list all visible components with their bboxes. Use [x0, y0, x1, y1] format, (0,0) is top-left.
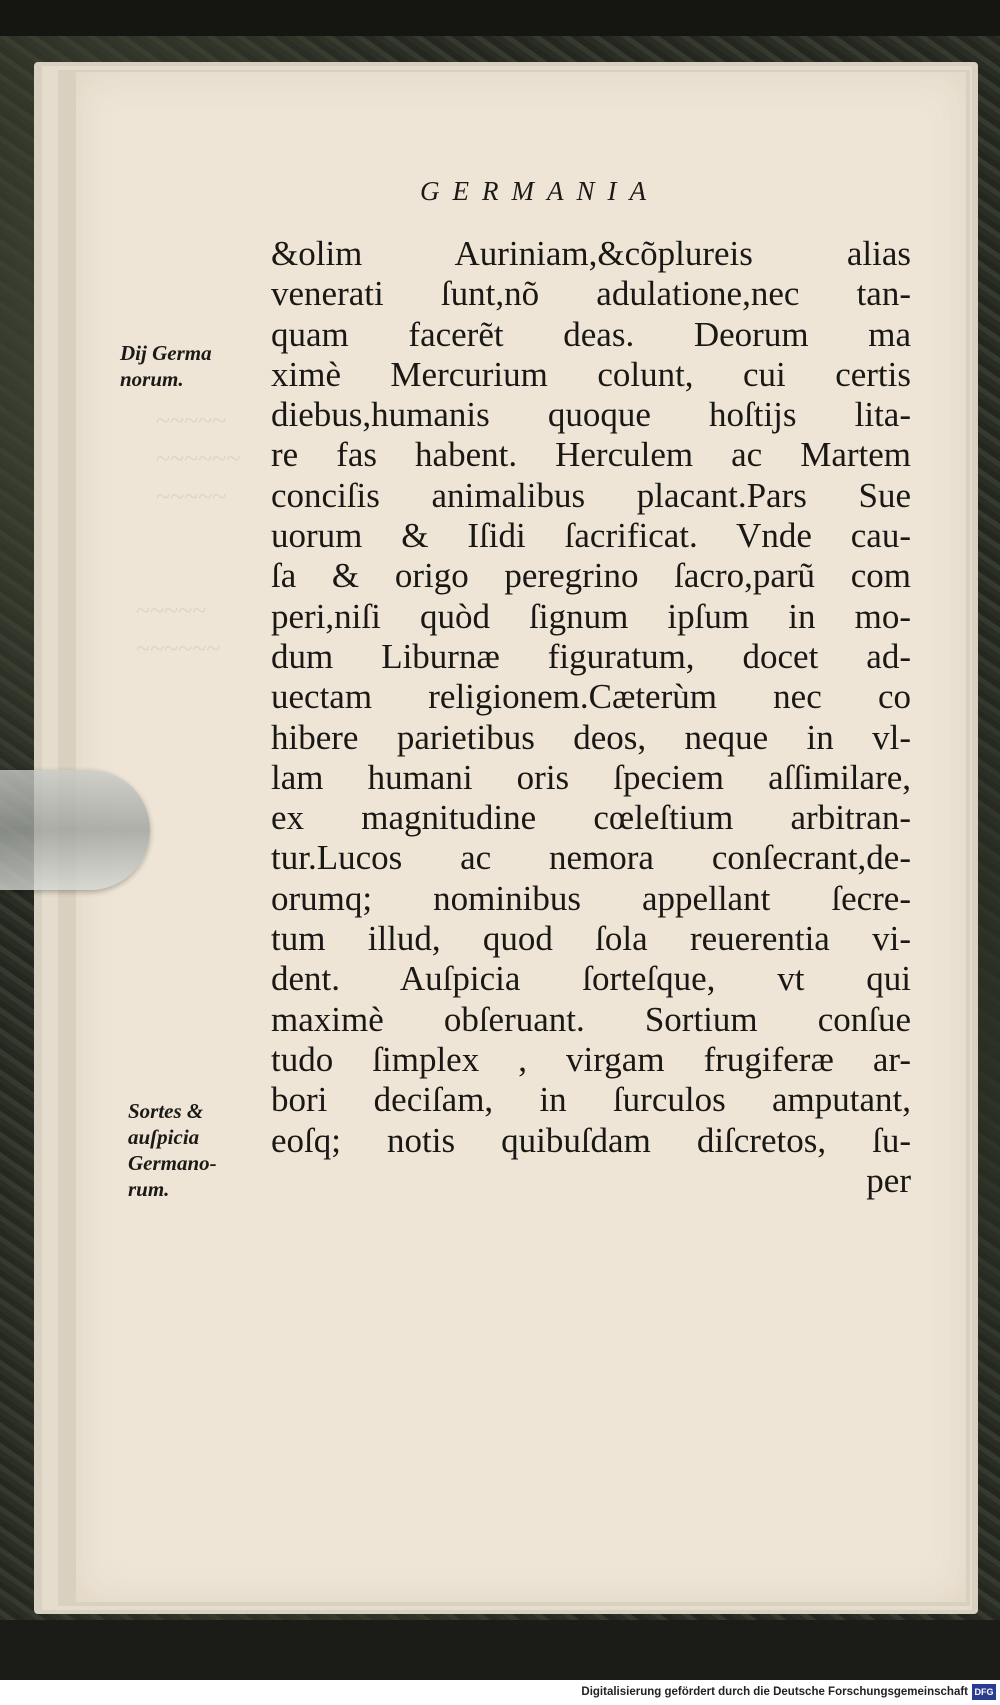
- text-line: orumq; nominibus appellant ſecre-: [271, 878, 911, 918]
- text-line: re fas habent. Herculem ac Martem: [271, 435, 911, 475]
- margin-note-line: auſpicia: [128, 1125, 200, 1149]
- catchword: per: [866, 1160, 911, 1200]
- margin-note-line: norum.: [120, 367, 184, 391]
- text-line: ſa & origo peregrino ſacro,parũ com: [271, 556, 911, 596]
- body-text: [271, 234, 911, 1201]
- margin-note-line: Dij Germa: [120, 341, 212, 365]
- margin-note-line: rum.: [128, 1177, 170, 1201]
- show-through-text: ~~~~~ ~~~~~~ ~~~~~: [156, 406, 241, 511]
- text-line: conciſis animalibus placant.Pars Sue: [271, 475, 911, 515]
- text-line: uectam religionem.Cæterùm nec co: [271, 677, 911, 717]
- page-clip: [0, 770, 150, 890]
- text-line: uorum & Iſidi ſacrificat. Vnde cau-: [271, 516, 911, 556]
- margin-note-line: Germano-: [128, 1151, 217, 1175]
- text-line: tudo ſimplex , virgam frugiferæ ar-: [271, 1039, 911, 1079]
- bottom-bar: [0, 1620, 1000, 1680]
- text-line: &olim Auriniam,&cõplureis alias: [271, 234, 911, 273]
- text-line: bori deciſam, in ſurculos amputant,: [271, 1080, 911, 1120]
- dfg-logo: DFG: [972, 1684, 996, 1700]
- text-line: peri,niſi quòd ſignum ipſum in mo-: [271, 596, 911, 636]
- text-line: diebus,humanis quoque hoſtijs lita-: [271, 395, 911, 435]
- text-line: lam humani oris ſpeciem aſſimilare,: [271, 757, 911, 797]
- margin-note-line: Sortes &: [128, 1099, 204, 1123]
- text-line: tur.Lucos ac nemora conſecrant,de-: [271, 838, 911, 878]
- margin-note-gods: [120, 340, 212, 392]
- text-line: dent. Auſpicia ſorteſque, vt qui: [271, 959, 911, 999]
- running-head: GERMANIA: [420, 176, 659, 206]
- show-through-text: ~~~~~ ~~~~~~: [136, 596, 221, 663]
- text-line: eoſq; notis quibuſdam diſcretos, ſu-: [271, 1120, 911, 1160]
- text-line: tum illud, quod ſola reuerentia vi-: [271, 919, 911, 959]
- text-line: ex magnitudine cœleſtium arbitran-: [271, 798, 911, 838]
- text-line: maximè obſeruant. Sortium conſue: [271, 999, 911, 1039]
- margin-note-auspices: [128, 1098, 217, 1202]
- text-line: ximè Mercurium colunt, cui certis: [271, 354, 911, 394]
- text-line: quam facerẽt deas. Deorum ma: [271, 314, 911, 354]
- text-line: hibere parietibus deos, neque in vl-: [271, 717, 911, 757]
- top-bar: [0, 0, 1000, 36]
- text-line: dum Liburnæ figuratum, docet ad-: [271, 636, 911, 676]
- footer-credit: Digitalisierung gefördert durch die Deutsche Forschungsgemeinschaft: [581, 1686, 968, 1698]
- text-line: venerati ſunt,nõ adulatione,nec tan-: [271, 274, 911, 314]
